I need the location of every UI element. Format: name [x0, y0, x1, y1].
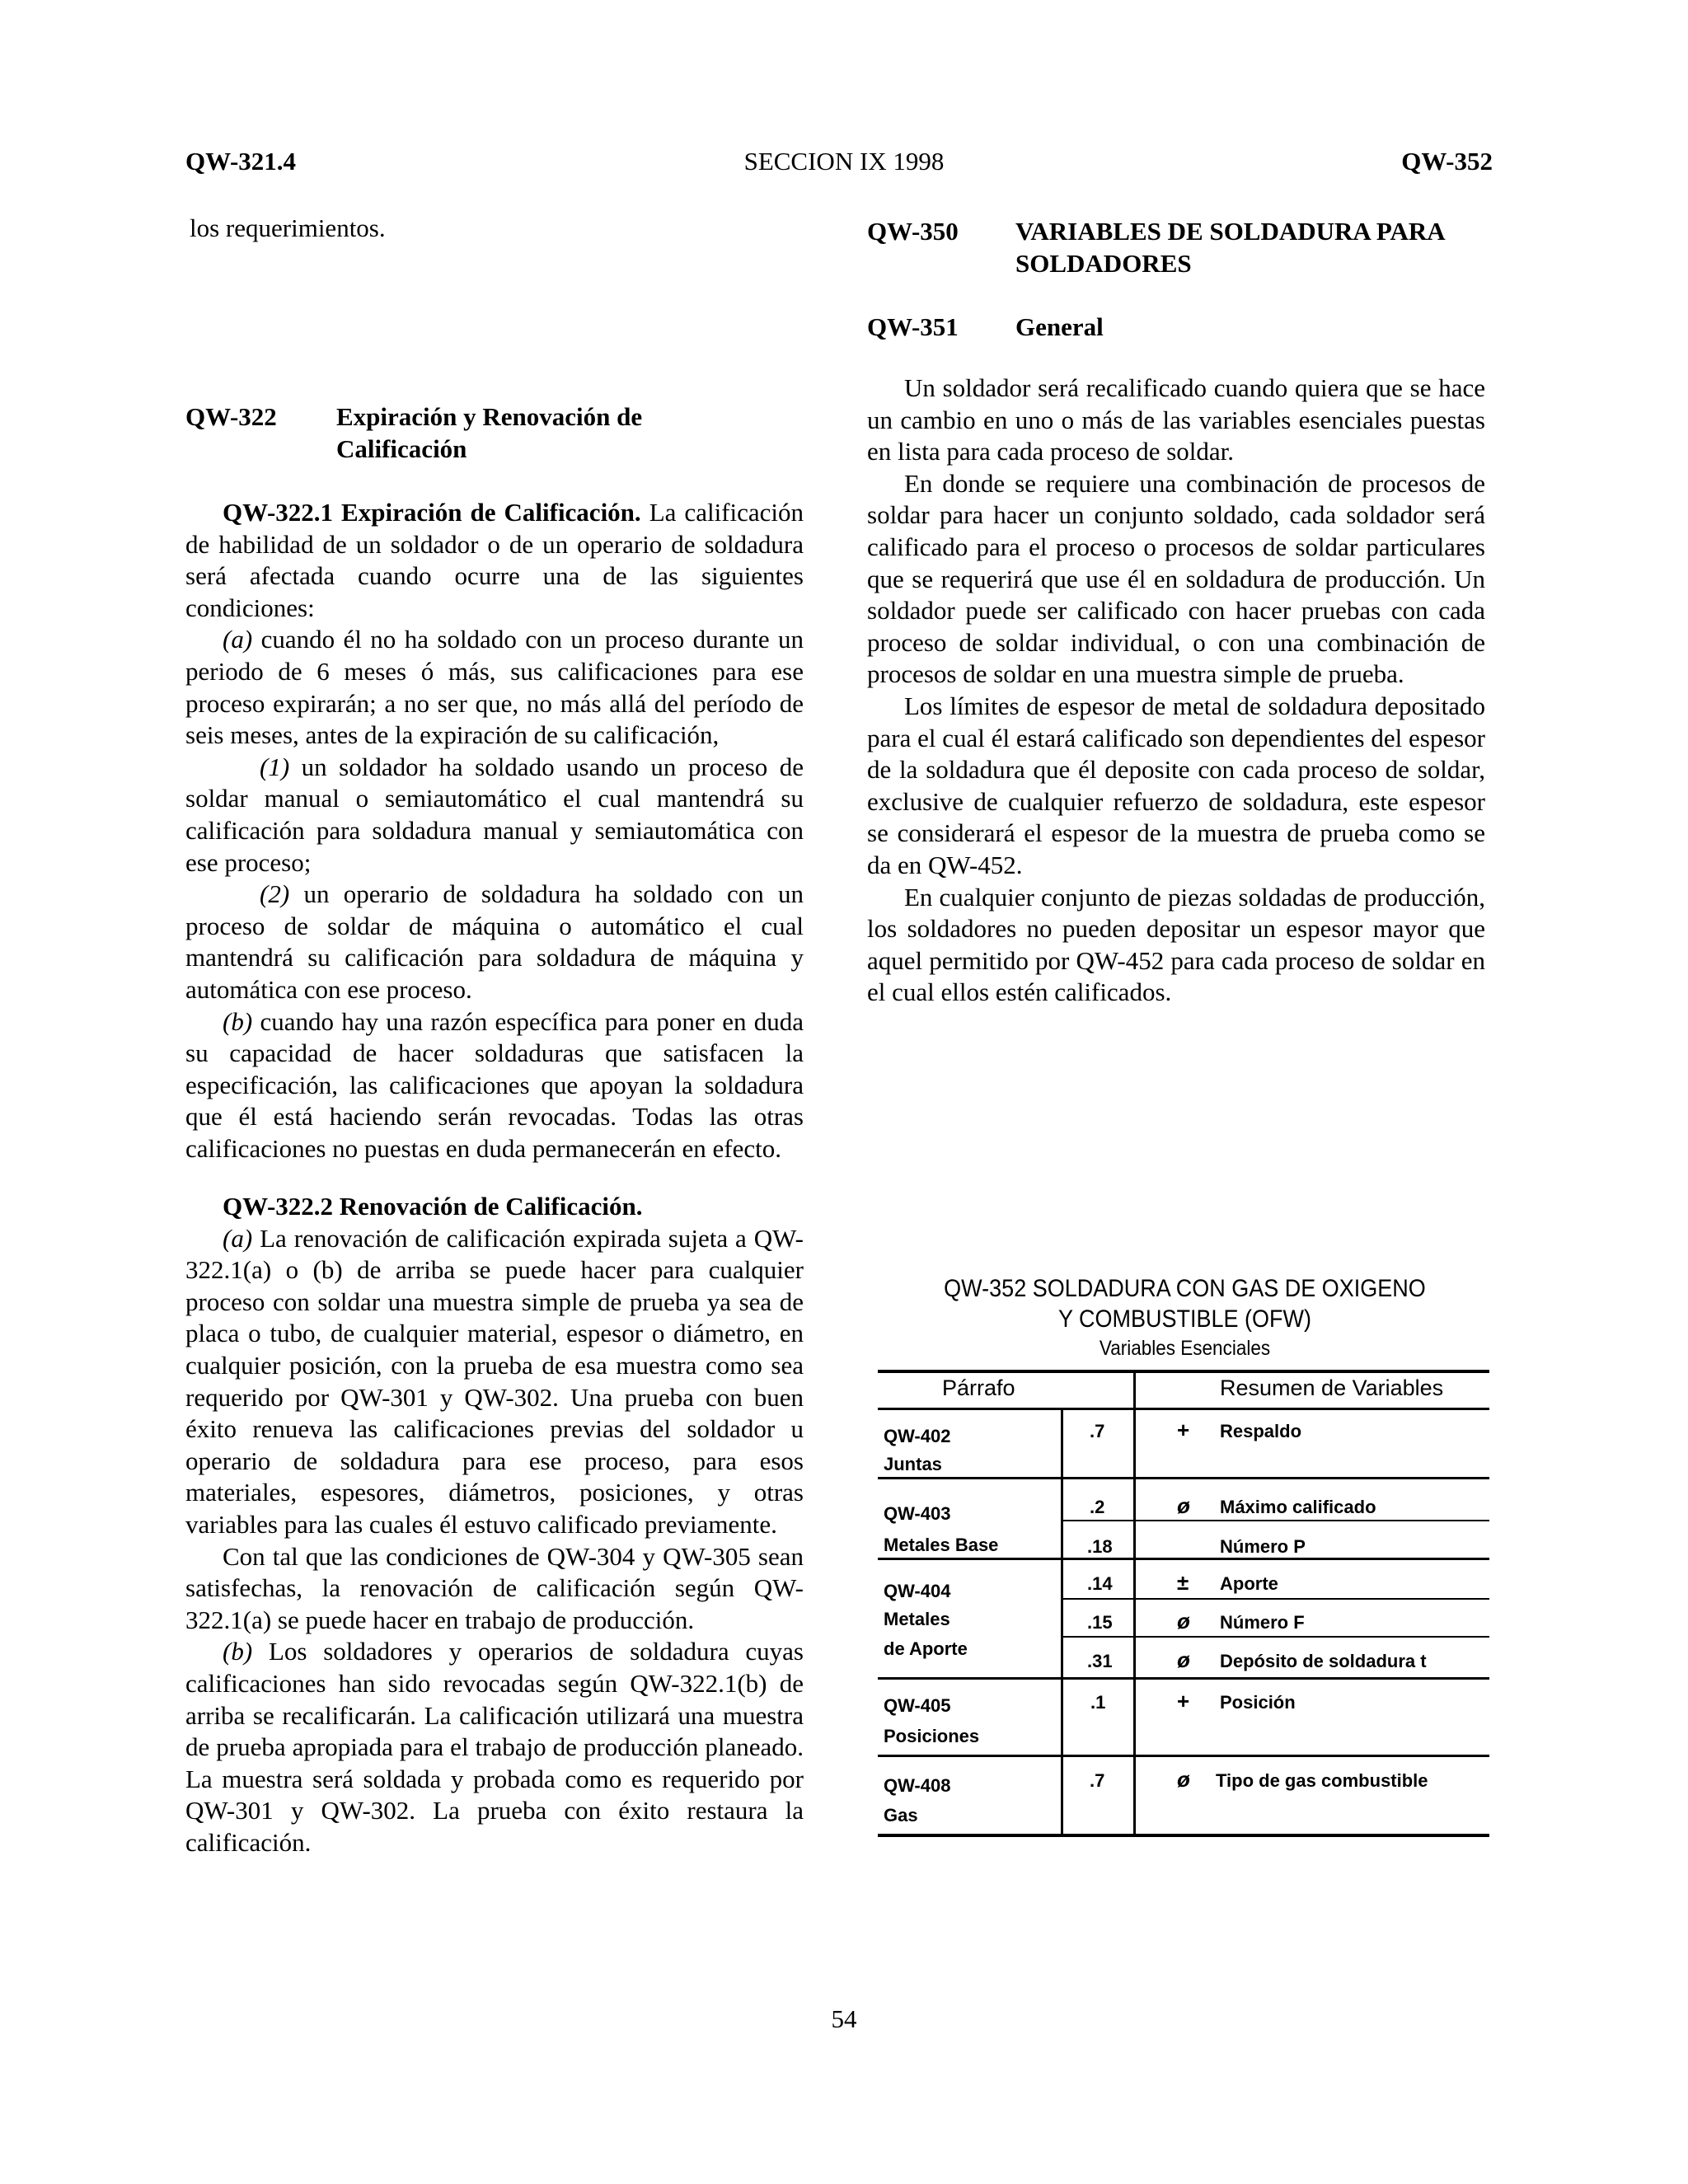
item-marker: (b) [223, 1637, 253, 1666]
null-sign-icon: ø [1177, 1609, 1190, 1633]
group-name: Juntas [884, 1454, 942, 1474]
table-title [878, 1273, 1492, 1362]
table-rule-group [878, 1677, 1489, 1680]
item-text: un soldador ha soldado usando un proceso de soldar manual o semiautomático el cual mantendrá su calificación para soldadura manual y semiautomática con ese proceso; [185, 752, 804, 877]
table-rule-group [878, 1755, 1489, 1757]
left-body-part2 [185, 1191, 804, 1858]
row-variable: Número F [1220, 1612, 1305, 1633]
group-code: QW-404 [884, 1581, 951, 1601]
row-number: .18 [1087, 1536, 1113, 1557]
paragraph-1 [185, 752, 804, 879]
header-right-code: QW-352 [1401, 147, 1493, 176]
section-title-line2: SOLDADORES [1015, 248, 1192, 278]
row-number: .7 [1090, 1421, 1105, 1441]
header-center-title: SECCION IX 1998 [743, 147, 945, 176]
page-number: 54 [831, 2004, 857, 2033]
table-title-line2: Y COMBUSTIBLE (OFW) [1057, 1305, 1312, 1333]
group-name: Gas [884, 1805, 918, 1825]
column-header-paragraph: Párrafo [942, 1376, 1015, 1400]
item-marker: (2) [260, 879, 290, 909]
paragraph-combination: En donde se requiere una combinación de procesos de soldar para hacer un conjunto soldado, cada soldador será calificado para el proceso o procesos de soldar particulares que se requerirá que use él en soldadura de producción. Un soldador puede ser calificado con hacer pruebas con cada proceso de soldar individual, o con una combinación de procesos de soldar en una muestra simple de prueba. [867, 468, 1485, 689]
row-variable: Tipo de gas combustible [1216, 1770, 1428, 1791]
paragraph-text: Con tal que las condiciones de QW-304 y QW-305 sean satisfechas, la renovación de calificación según QW-322.1(a) se puede hacer en trabajo de producción. [185, 1541, 804, 1634]
section-qw-351-heading [867, 312, 1493, 344]
section-title [336, 401, 642, 465]
header-left-code: QW-321.4 [185, 147, 297, 176]
plus-icon: + [1177, 1689, 1190, 1713]
null-sign-icon: ø [1177, 1493, 1190, 1518]
group-name: Metales [884, 1609, 950, 1629]
variables-table [878, 1370, 1489, 1851]
table-rule-col1 [1061, 1408, 1063, 1836]
table-rule-col2 [1133, 1370, 1136, 1836]
table-rule-row [1061, 1598, 1489, 1600]
paragraph-recalification: Un soldador será recalificado cuando quiera que se hace un cambio en uno o más de las variables esenciales puestas en lista para cada proceso de soldar. [867, 373, 1485, 466]
row-variable: Depósito de soldadura t [1220, 1651, 1427, 1671]
section-number: QW-351 [867, 312, 959, 341]
paragraph-2a [185, 1223, 804, 1541]
left-continuation [185, 213, 804, 245]
paragraph-thickness-limits: Los límites de espesor de metal de soldadura depositado para el cual él estará calificado son dependientes del espesor de la soldadura que él deposite con cada proceso de soldar, exclusive de cualquier refuerzo de soldadura, este espesor se considerará el espesor de la muestra de prueba como se da en QW-452. [867, 691, 1485, 879]
section-title-line2: Calificación [336, 434, 467, 463]
paragraph-label: QW-322.1 Expiración de Calificación. [223, 498, 641, 527]
item-marker: (1) [260, 752, 290, 781]
item-text: cuando hay una razón específica para poner en duda su capacidad de hacer soldaduras que satisfacen la especificación, las calificaciones que apoyan la soldadura que él está haciendo serán revocadas. Todas las otras calificaciones no puestas en duda permanecerán en efecto. [185, 1006, 804, 1163]
plus-minus-icon: ± [1177, 1570, 1189, 1595]
row-variable: Máximo calificado [1220, 1497, 1376, 1517]
table-rule-group [878, 1477, 1489, 1479]
group-code: QW-405 [884, 1695, 951, 1716]
section-title-line1: VARIABLES DE SOLDADURA PARA [1015, 217, 1446, 246]
paragraph-conditions [185, 1541, 804, 1637]
section-title [1015, 216, 1446, 279]
right-body [867, 373, 1485, 1009]
continuation-text: los requerimientos. [190, 213, 386, 242]
section-qw-322-heading [185, 401, 804, 467]
row-variable: Respaldo [1220, 1421, 1302, 1441]
paragraph-a [185, 624, 804, 751]
paragraph-322-1 [185, 497, 804, 624]
paragraph-production-assembly: En cualquier conjunto de piezas soldadas de producción, los soldadores no pueden depositar un espesor mayor que aquel permitido por QW-452 para cada proceso de soldar en el cual ellos estén calificados. [867, 882, 1485, 1007]
paragraph-2b [185, 1636, 804, 1858]
plus-icon: + [1177, 1418, 1190, 1442]
null-sign-icon: ø [1177, 1647, 1190, 1672]
group-name: de Aporte [884, 1638, 968, 1659]
null-sign-icon: ø [1177, 1767, 1190, 1792]
group-name: Posiciones [884, 1726, 980, 1746]
group-code: QW-402 [884, 1426, 951, 1446]
row-number: .1 [1090, 1692, 1106, 1713]
item-text: Los soldadores y operarios de soldadura cuyas calificaciones han sido revocadas según QW-322.1(b) de arriba se recalificarán. La calificación utilizará una muestra de prueba apropiada para el trabajo de producción planeado. La muestra será soldada y probada como es requerido por QW-301 y QW-302. La prueba con éxito restaura la calificación. [185, 1637, 804, 1857]
item-marker: (a) [223, 1223, 253, 1253]
table-rule-bottom [878, 1834, 1489, 1837]
section-title-line1: Expiración y Renovación de [336, 402, 643, 431]
paragraph-label: QW-322.2 Renovación de Calificación. [223, 1192, 643, 1221]
group-name: Metales Base [884, 1535, 999, 1555]
table-title-line1: QW-352 SOLDADURA CON GAS DE OXIGENO [944, 1275, 1426, 1302]
row-variable: Posición [1220, 1692, 1296, 1713]
paragraph-2 [185, 879, 804, 1005]
table-subtitle: Variables Esenciales [1099, 1337, 1271, 1360]
group-code: QW-403 [884, 1503, 951, 1524]
section-qw-350-heading [867, 216, 1493, 282]
item-text: un operario de soldadura ha soldado con un proceso de soldar de máquina o automático el cual mantendrá su calificación para soldadura de máquina y automática con ese proceso. [185, 879, 804, 1004]
group-code: QW-408 [884, 1775, 951, 1796]
item-text: cuando él no ha soldado con un proceso durante un periodo de 6 meses ó más, sus calificaciones para ese proceso expirarán; a no ser que, no más allá del período de seis meses, antes de la expiración de su calificación, [185, 625, 804, 750]
table-rule-header [878, 1408, 1489, 1410]
row-variable: Aporte [1220, 1573, 1278, 1594]
row-number: .14 [1087, 1573, 1113, 1594]
section-number: QW-350 [867, 217, 959, 246]
row-number: .7 [1090, 1770, 1105, 1791]
item-text: La renovación de calificación expirada sujeta a QW-322.1(a) o (b) de arriba se puede hacer para cualquier proceso con soldar una muestra simple de prueba ya sea de placa o tubo, de cualquier material, espesor o diámetro, en cualquier posición, con la prueba de esa muestra como sea requerido por QW-301 y QW-302. Una prueba con buen éxito renueva las calificaciones previas del soldador u operario de soldadura para ese proceso, para esos materiales, espesores, diámetros, posiciones, y otras variables para las cuales él estuvo calificado previamente. [185, 1223, 804, 1539]
left-body-part1 [185, 497, 804, 1165]
section-number: QW-322 [185, 402, 277, 431]
section-title: General [1015, 312, 1104, 341]
paragraph-b [185, 1006, 804, 1165]
paragraph-text: La calificación de habilidad de un soldador o de un operario de soldadura será afectada cuando ocurre una de las siguientes condiciones: [185, 498, 804, 622]
row-number: .15 [1087, 1612, 1113, 1633]
row-number: .31 [1087, 1651, 1113, 1671]
item-marker: (a) [223, 625, 253, 654]
row-variable: Número P [1220, 1536, 1306, 1557]
column-header-summary: Resumen de Variables [1220, 1376, 1444, 1400]
item-marker: (b) [223, 1006, 253, 1036]
row-number: .2 [1090, 1497, 1105, 1517]
paragraph-322-2 [185, 1191, 804, 1223]
